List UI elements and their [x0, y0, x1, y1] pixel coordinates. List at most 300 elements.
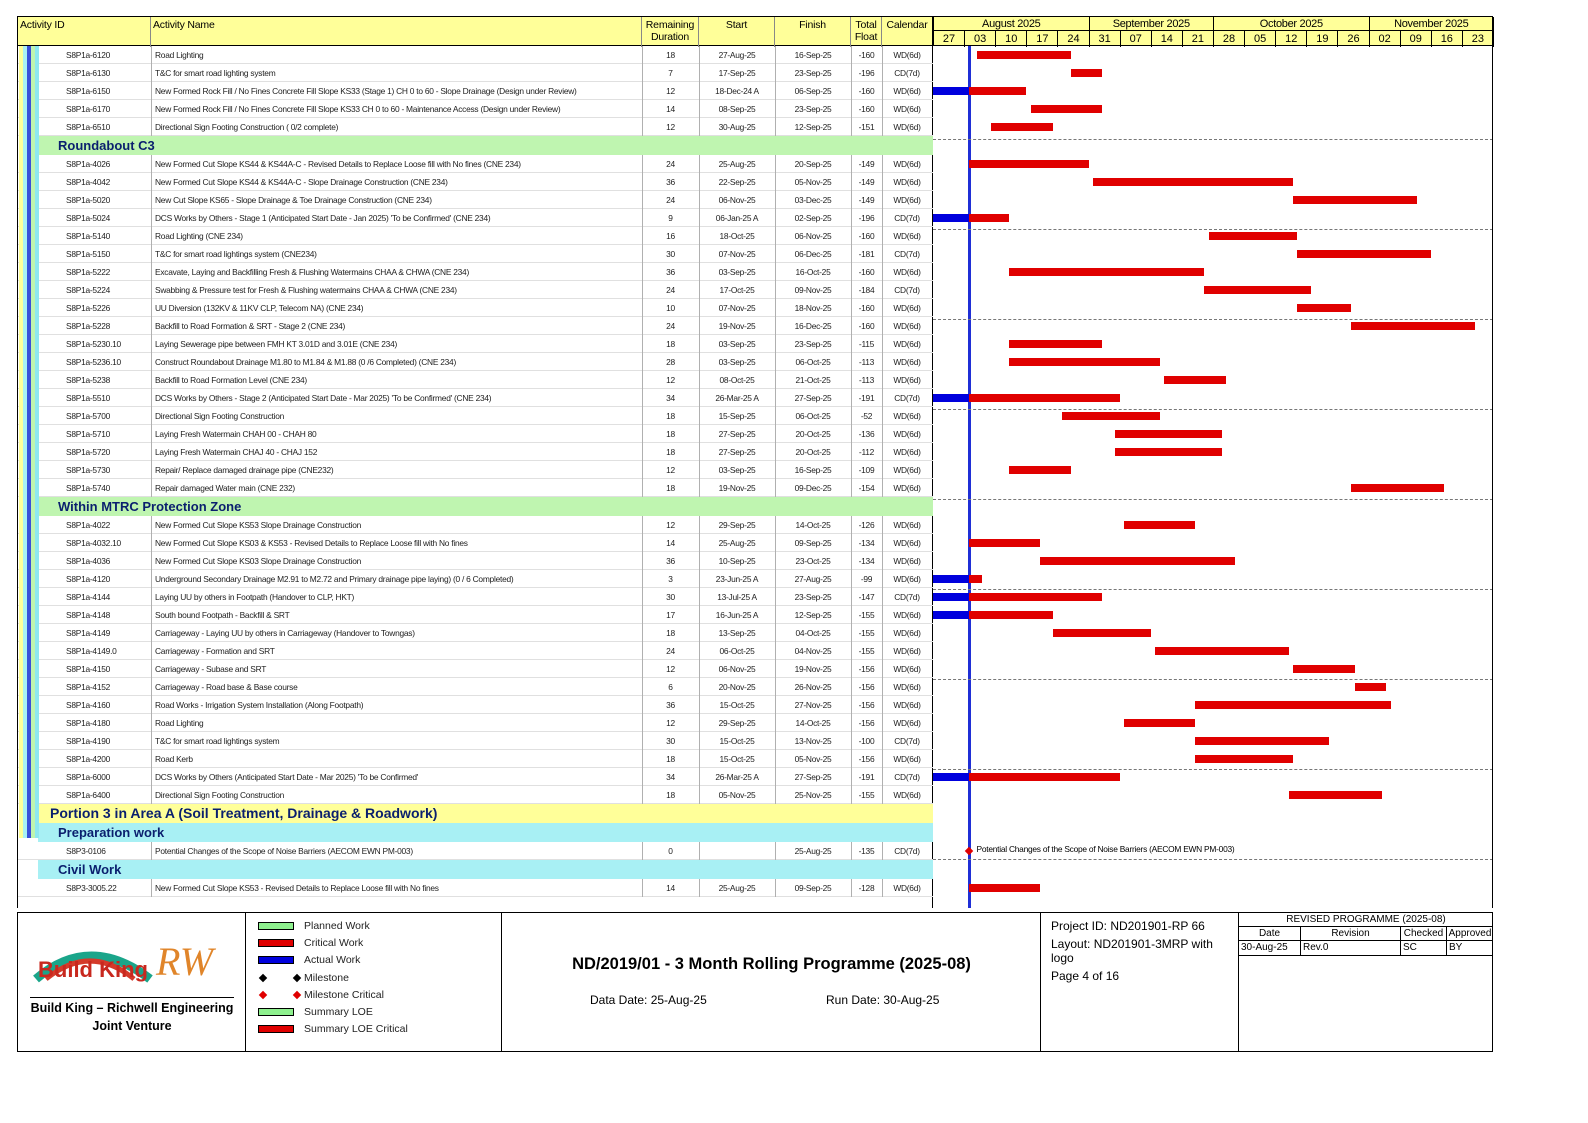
column-divider [851, 100, 852, 118]
critical-work-bar[interactable] [1009, 340, 1102, 348]
column-divider [851, 335, 852, 353]
column-divider [851, 389, 852, 407]
critical-work-bar[interactable] [1355, 683, 1386, 691]
activity-name-cell: New Cut Slope KS65 - Slope Drainage & Toe Drainage Construction (CNE 234) [155, 195, 432, 205]
gantt-gridline [933, 409, 1493, 410]
column-divider [642, 425, 643, 443]
activity-id-cell: S8P1a-4148 [66, 610, 111, 620]
table-row[interactable] [18, 335, 933, 353]
critical-work-bar[interactable] [969, 575, 982, 583]
column-divider [882, 299, 883, 317]
col-activity-name[interactable]: Activity Name [151, 17, 642, 47]
actual-work-bar[interactable] [933, 575, 973, 583]
column-divider [642, 173, 643, 191]
milestone-label: Potential Changes of the Scope of Noise Barriers (AECOM EWN PM-003) [976, 844, 1235, 854]
calendar-cell: CD(7d) [894, 68, 920, 78]
duration-cell: 18 [666, 429, 675, 439]
critical-work-bar[interactable] [1164, 376, 1226, 384]
column-divider [642, 696, 643, 714]
finish-date-cell: 09-Dec-25 [794, 483, 832, 493]
duration-cell: 12 [666, 122, 675, 132]
total-float-cell: -109 [858, 465, 875, 475]
column-divider [151, 516, 152, 534]
table-row[interactable] [18, 299, 933, 317]
column-divider [851, 118, 852, 136]
start-date-cell: 29-Sep-25 [718, 718, 756, 728]
table-row[interactable] [18, 263, 933, 281]
table-row[interactable] [18, 750, 933, 768]
activity-id-cell: S8P1a-4042 [66, 177, 111, 187]
table-row[interactable] [18, 786, 933, 804]
table-row[interactable] [18, 100, 933, 118]
activity-name-cell: New Formed Cut Slope KS03 Slope Drainage Construction [155, 556, 362, 566]
total-float-cell: -160 [858, 231, 875, 241]
calendar-cell: WD(6d) [893, 447, 921, 457]
column-divider [882, 389, 883, 407]
critical-work-bar[interactable] [969, 160, 1089, 168]
table-row[interactable] [18, 425, 933, 443]
activity-id-cell: S8P1a-4036 [66, 556, 111, 566]
activity-name-cell: Laying Fresh Watermain CHAH 00 - CHAH 80 [155, 429, 317, 439]
table-row[interactable] [18, 82, 933, 100]
critical-work-bar[interactable] [1115, 448, 1222, 456]
wbs-title: Portion 3 in Area A (Soil Treatment, Drainage & Roadwork) [50, 805, 438, 821]
start-date-cell: 27-Sep-25 [718, 429, 756, 439]
table-row[interactable] [18, 479, 933, 497]
column-divider [775, 714, 776, 732]
total-float-cell: -151 [858, 122, 875, 132]
activity-id-cell: S8P1a-6150 [66, 86, 111, 96]
activity-id-cell: S8P1a-5228 [66, 321, 111, 331]
column-divider [882, 82, 883, 100]
table-row[interactable] [18, 443, 933, 461]
critical-work-bar[interactable] [1009, 358, 1160, 366]
column-divider [151, 425, 152, 443]
critical-work-bar[interactable] [977, 51, 1070, 59]
rev-header-date: Date [1239, 927, 1301, 941]
column-divider [851, 173, 852, 191]
critical-work-bar[interactable] [1009, 268, 1205, 276]
finish-date-cell: 09-Sep-25 [794, 538, 832, 548]
duration-cell: 34 [666, 393, 675, 403]
column-divider [151, 696, 152, 714]
table-row[interactable] [18, 642, 933, 660]
timescale-week: 07 [1121, 31, 1152, 47]
column-divider [775, 407, 776, 425]
table-row[interactable] [18, 552, 933, 570]
critical-work-bar[interactable] [1195, 701, 1391, 709]
finish-date-cell: 09-Nov-25 [794, 285, 832, 295]
total-float-cell: -154 [858, 483, 875, 493]
column-divider [775, 227, 776, 245]
activity-id-cell: S8P1a-4032.10 [66, 538, 121, 548]
column-divider [851, 714, 852, 732]
timescale-week: 05 [1245, 31, 1276, 47]
start-date-cell: 19-Nov-25 [718, 483, 756, 493]
critical-work-bar[interactable] [1289, 791, 1382, 799]
col-finish[interactable]: Finish [775, 17, 851, 47]
column-divider [699, 732, 700, 750]
column-divider [642, 588, 643, 606]
column-divider [151, 317, 152, 335]
critical-work-bar[interactable] [1297, 250, 1430, 258]
critical-work-bar[interactable] [969, 394, 1120, 402]
duration-cell: 12 [666, 375, 675, 385]
column-divider [151, 281, 152, 299]
legend-label: Summary LOE [304, 1006, 373, 1018]
calendar-cell: CD(7d) [894, 736, 920, 746]
activity-id-cell: S8P1a-6120 [66, 50, 111, 60]
finish-date-cell: 27-Aug-25 [794, 574, 832, 584]
wbs-band[interactable] [38, 823, 933, 842]
wbs-band[interactable] [38, 860, 933, 879]
critical-work-bar[interactable] [1204, 286, 1311, 294]
column-divider [642, 479, 643, 497]
duration-cell: 14 [666, 538, 675, 548]
legend-swatch [258, 939, 294, 947]
column-divider [882, 245, 883, 263]
table-row[interactable] [18, 173, 933, 191]
column-divider [642, 317, 643, 335]
actual-work-bar[interactable] [933, 87, 973, 95]
table-row[interactable] [18, 842, 933, 860]
column-divider [775, 842, 776, 860]
critical-work-bar[interactable] [1124, 719, 1195, 727]
wbs-title: Civil Work [58, 862, 122, 877]
table-row[interactable] [18, 696, 933, 714]
table-row[interactable] [18, 732, 933, 750]
column-divider [882, 443, 883, 461]
finish-date-cell: 16-Sep-25 [794, 465, 832, 475]
table-row[interactable] [18, 768, 933, 786]
start-date-cell: 07-Nov-25 [718, 303, 756, 313]
legend-item [258, 971, 488, 985]
column-divider [882, 461, 883, 479]
activity-name-cell: Backfill to Road Formation Level (CNE 234) [155, 375, 307, 385]
critical-work-bar[interactable] [969, 773, 1120, 781]
critical-work-bar[interactable] [969, 611, 1053, 619]
column-divider [775, 768, 776, 786]
column-divider [882, 696, 883, 714]
table-row[interactable] [18, 879, 933, 897]
timescale-week: 23 [1463, 31, 1494, 47]
timescale-week: 10 [996, 31, 1027, 47]
column-divider [699, 227, 700, 245]
column-divider [151, 624, 152, 642]
activity-name-cell: DCS Works by Others (Anticipated Start Date - Mar 2025) 'To be Confirmed' [155, 772, 419, 782]
total-float-cell: -156 [858, 664, 875, 674]
table-row[interactable] [18, 516, 933, 534]
duration-cell: 36 [666, 267, 675, 277]
critical-work-bar[interactable] [1297, 304, 1350, 312]
critical-work-bar[interactable] [1351, 322, 1475, 330]
column-divider [775, 570, 776, 588]
table-row[interactable] [18, 606, 933, 624]
wbs-band[interactable] [38, 497, 933, 516]
start-date-cell: 05-Nov-25 [718, 790, 756, 800]
activity-id-cell: S8P1a-4149 [66, 628, 111, 638]
column-divider [151, 191, 152, 209]
column-divider [151, 335, 152, 353]
finish-date-cell: 27-Sep-25 [794, 393, 832, 403]
critical-work-bar[interactable] [969, 539, 1040, 547]
table-row[interactable] [18, 371, 933, 389]
table-row[interactable] [18, 209, 933, 227]
activity-name-cell: New Formed Rock Fill / No Fines Concrete Fill Slope KS33 (Stage 1) CH 0 to 60 - Slope Drainage (Design under Review) [155, 86, 577, 96]
logo-panel [18, 913, 246, 1051]
table-row[interactable] [18, 191, 933, 209]
column-divider [882, 479, 883, 497]
timescale-week: 28 [1214, 31, 1245, 47]
timescale-week: 09 [1401, 31, 1432, 47]
start-date-cell: 07-Nov-25 [718, 249, 756, 259]
table-row[interactable] [18, 46, 933, 64]
table-row[interactable] [18, 407, 933, 425]
column-divider [151, 263, 152, 281]
finish-date-cell: 02-Sep-25 [794, 213, 832, 223]
column-divider [775, 173, 776, 191]
activity-name-cell: Road Kerb [155, 754, 193, 764]
critical-work-bar[interactable] [1031, 105, 1102, 113]
start-date-cell: 22-Sep-25 [718, 177, 756, 187]
revision-title: REVISED PROGRAMME (2025-08) [1239, 913, 1493, 927]
actual-work-bar[interactable] [933, 611, 973, 619]
revision-panel [1239, 913, 1493, 1051]
critical-work-bar[interactable] [1155, 647, 1288, 655]
critical-work-bar[interactable] [1062, 412, 1160, 420]
legend-label: Critical Work [304, 937, 364, 950]
wbs-band[interactable] [32, 804, 933, 823]
column-divider [851, 227, 852, 245]
critical-work-bar[interactable] [1009, 466, 1071, 474]
column-divider [642, 100, 643, 118]
column-divider [775, 786, 776, 804]
critical-work-bar[interactable] [1040, 557, 1236, 565]
column-divider [699, 461, 700, 479]
column-divider [882, 516, 883, 534]
actual-work-bar[interactable] [933, 214, 973, 222]
calendar-cell: WD(6d) [893, 610, 921, 620]
table-row[interactable] [18, 64, 933, 82]
column-divider [882, 588, 883, 606]
table-row[interactable] [18, 570, 933, 588]
critical-work-bar[interactable] [1195, 755, 1293, 763]
start-date-cell: 08-Sep-25 [718, 104, 756, 114]
total-float-cell: -147 [858, 592, 875, 602]
actual-work-bar[interactable] [933, 773, 973, 781]
column-divider [851, 353, 852, 371]
column-divider [699, 696, 700, 714]
column-divider [699, 64, 700, 82]
column-divider [851, 786, 852, 804]
table-row[interactable] [18, 389, 933, 407]
column-divider [151, 443, 152, 461]
table-row[interactable] [18, 281, 933, 299]
duration-cell: 9 [668, 213, 673, 223]
activity-id-cell: S8P3-0106 [66, 846, 106, 856]
finish-date-cell: 12-Sep-25 [794, 122, 832, 132]
finish-date-cell: 23-Sep-25 [794, 592, 832, 602]
rev-header-checked: Checked [1401, 927, 1447, 941]
critical-work-bar[interactable] [1195, 737, 1328, 745]
column-divider [642, 786, 643, 804]
finish-date-cell: 16-Dec-25 [794, 321, 832, 331]
duration-cell: 18 [666, 447, 675, 457]
duration-cell: 28 [666, 357, 675, 367]
wbs-band[interactable] [38, 136, 933, 155]
column-divider [851, 678, 852, 696]
start-date-cell: 26-Mar-25 A [715, 393, 759, 403]
calendar-cell: WD(6d) [893, 375, 921, 385]
critical-work-bar[interactable] [1071, 69, 1102, 77]
rev-revision: Rev.0 [1301, 941, 1401, 956]
column-divider [775, 624, 776, 642]
column-divider [882, 155, 883, 173]
column-divider [699, 624, 700, 642]
column-divider [851, 642, 852, 660]
calendar-cell: CD(7d) [894, 846, 920, 856]
calendar-cell: WD(6d) [893, 231, 921, 241]
legend-label: Actual Work [304, 954, 361, 967]
total-float-cell: -52 [860, 411, 873, 421]
activity-id-cell: S8P1a-5140 [66, 231, 111, 241]
legend-swatch [258, 956, 294, 964]
column-divider [642, 353, 643, 371]
table-row[interactable] [18, 118, 933, 136]
timescale-month: August 2025 [934, 17, 1090, 31]
table-row[interactable] [18, 660, 933, 678]
critical-work-bar[interactable] [1209, 232, 1298, 240]
col-remaining-duration[interactable]: Remaining Duration [642, 17, 699, 47]
duration-cell: 10 [666, 303, 675, 313]
gantt-chart [933, 46, 1493, 908]
critical-work-bar[interactable] [969, 884, 1040, 892]
column-divider [642, 371, 643, 389]
critical-work-bar[interactable] [991, 123, 1053, 131]
column-divider [699, 660, 700, 678]
table-row[interactable] [18, 227, 933, 245]
finish-date-cell: 25-Nov-25 [794, 790, 832, 800]
table-row[interactable] [18, 461, 933, 479]
total-float-cell: -136 [858, 429, 875, 439]
table-row[interactable] [18, 588, 933, 606]
finish-date-cell: 16-Oct-25 [795, 267, 831, 277]
logo-rw-text: RW [156, 939, 214, 984]
critical-work-bar[interactable] [1124, 521, 1195, 529]
table-row[interactable] [18, 624, 933, 642]
column-divider [851, 209, 852, 227]
critical-work-bar[interactable] [1053, 629, 1151, 637]
activity-name-cell: Directional Sign Footing Construction [155, 411, 285, 421]
duration-cell: 14 [666, 883, 675, 893]
activity-name-cell: New Formed Cut Slope KS44 & KS44A-C - Revised Details to Replace Loose fill with No fines (CNE 234) [155, 159, 521, 169]
column-divider [882, 425, 883, 443]
total-float-cell: -113 [858, 357, 875, 367]
col-total-float[interactable]: Total Float [851, 17, 882, 47]
critical-work-bar[interactable] [1351, 484, 1444, 492]
column-divider [851, 479, 852, 497]
table-row[interactable] [18, 245, 933, 263]
wbs-title: Preparation work [58, 825, 165, 840]
column-divider [851, 842, 852, 860]
critical-work-bar[interactable] [1293, 196, 1417, 204]
column-divider [882, 714, 883, 732]
logo-divider [30, 997, 234, 998]
rev-approved: BY [1447, 941, 1493, 956]
table-row[interactable] [18, 678, 933, 696]
column-divider [851, 624, 852, 642]
col-calendar[interactable]: Calendar [886, 19, 928, 31]
critical-work-bar[interactable] [1115, 430, 1222, 438]
column-divider [775, 516, 776, 534]
timescale-week: 03 [965, 31, 996, 47]
calendar-cell: WD(6d) [893, 718, 921, 728]
activity-id-cell: S8P1a-5238 [66, 375, 111, 385]
column-divider [775, 317, 776, 335]
table-row[interactable] [18, 714, 933, 732]
table-row[interactable] [18, 317, 933, 335]
column-divider [151, 209, 152, 227]
table-row[interactable] [18, 534, 933, 552]
finish-date-cell: 27-Sep-25 [794, 772, 832, 782]
column-divider [151, 768, 152, 786]
column-divider [642, 46, 643, 64]
critical-work-bar[interactable] [969, 214, 1009, 222]
column-divider [882, 118, 883, 136]
column-divider [882, 879, 883, 897]
legend-item [258, 919, 488, 933]
table-row[interactable] [18, 155, 933, 173]
column-divider [151, 534, 152, 552]
column-divider [151, 606, 152, 624]
start-date-cell: 16-Jun-25 A [715, 610, 759, 620]
duration-cell: 14 [666, 104, 675, 114]
column-divider [151, 461, 152, 479]
activity-name-cell: Carriageway - Road base & Base course [155, 682, 298, 692]
start-date-cell: 03-Sep-25 [718, 465, 756, 475]
timescale-week: 26 [1338, 31, 1369, 47]
critical-work-bar[interactable] [969, 593, 1102, 601]
critical-work-bar[interactable] [1293, 665, 1355, 673]
critical-work-bar[interactable] [1093, 178, 1293, 186]
finish-date-cell: 20-Oct-25 [795, 447, 831, 457]
legend-label: Summary LOE Critical [304, 1023, 408, 1036]
duration-cell: 18 [666, 628, 675, 638]
duration-cell: 3 [668, 574, 673, 584]
critical-work-bar[interactable] [969, 87, 1027, 95]
column-divider [775, 642, 776, 660]
legend-milestone-icon [293, 991, 301, 999]
activity-id-cell: S8P1a-5230.10 [66, 339, 121, 349]
activity-id-cell: S8P1a-4149.0 [66, 646, 117, 656]
total-float-cell: -135 [858, 846, 875, 856]
critical-milestone-marker[interactable] [964, 847, 972, 855]
activity-name-cell: Potential Changes of the Scope of Noise Barriers (AECOM EWN PM-003) [155, 846, 413, 856]
column-divider [642, 714, 643, 732]
column-divider [151, 714, 152, 732]
col-activity-id[interactable]: Activity ID [18, 17, 151, 47]
total-float-cell: -160 [858, 321, 875, 331]
col-start[interactable]: Start [699, 17, 775, 47]
column-divider [151, 64, 152, 82]
column-divider [775, 443, 776, 461]
actual-work-bar[interactable] [933, 593, 973, 601]
actual-work-bar[interactable] [933, 394, 973, 402]
calendar-cell: WD(6d) [893, 177, 921, 187]
column-divider [151, 299, 152, 317]
table-row[interactable] [18, 353, 933, 371]
column-divider [642, 263, 643, 281]
